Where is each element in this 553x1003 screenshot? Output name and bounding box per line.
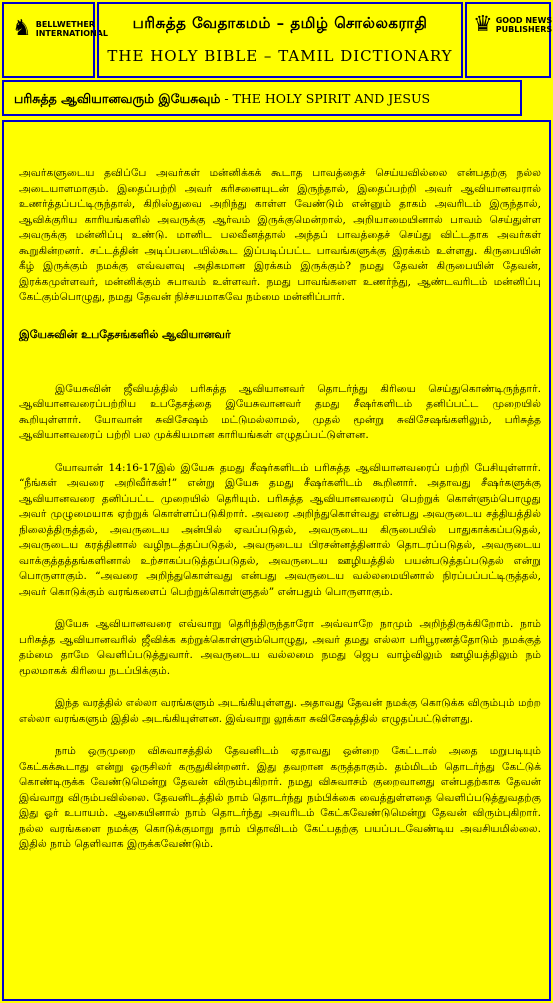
logo-line-2: PUBLISHERS xyxy=(495,25,553,34)
page-heading xyxy=(14,91,430,108)
content-box xyxy=(2,120,551,1001)
bellwether-logo xyxy=(12,18,108,40)
article-body xyxy=(19,166,541,853)
paragraph: இயேசு ஆவியானவரை எவ்வாறு தெரிந்திருந்தாரோ அவ்வாறே நாமும் அறிந்திருக்கிறோம். நாம் பரிசுத்த ஆவியானவரில் ஜீவிக்க கற்றுக்கொள்ளும்பொழுது, அவர் தமது எல்லா பரிபூரணத்தோடும் நமக்குத் தம்மை தாமே வெளிப்படுத்துவார். அவருடைய வல்லமை நமது ஜெப வாழ்விலும் ஊழியத்திலும் நம் மூலமாகக் கிரியை நடப்பிக்கும். xyxy=(19,618,541,677)
logo-line-2: INTERNATIONAL xyxy=(35,29,108,38)
paragraph: இயேசுவின் ஜீவியத்தில் பரிசுத்த ஆவியானவர் தொடர்ந்து கிரியை செய்துகொண்டிருந்தார். ஆவியானவரைப்பற்றிய உபதேசத்தை இயேசுவானவர் தமது சீஷர்களிடம் தனிப்பட்ட முறையில் கூறியுள்ளார். யோவான் சுவிசேஷம் மட்டுமல்லாமல், முதல் மூன்று சுவிசேஷங்களிலும், பரிசுத்த ஆவியானவரைப் பற்றி பல முக்கியமான காரியங்கள் எழுதப்பட்டுள்ளன. xyxy=(19,382,541,441)
paragraph: நாம் ஒருமுறை விசுவாசத்தில் தேவனிடம் ஏதாவது ஒன்றை கேட்டால் அதை மறுபடியும் கேட்கக்கூடாது என்று ஒருசிலர் கருதுகின்றனர். இது தவறான கருத்தாகும். தம்மிடம் தொடர்ந்து கேட்டுக் கொண்டிருக்க வேண்டுமென்று தேவன் விரும்புகிறார். நமது விசுவாசம் குறைவானது என்பதற்காக தேவன் இவ்வாறு விரும்பவில்லை. தேவனிடத்தில் நாம் தொடர்ந்து நம்பிக்கை வைத்துள்ளதை வெளிப்படுத்துவதற்கு இது ஓர் உபாயம். ஆகையினால் நாம் தொடர்ந்து அவரிடம் கேட்கவேண்டுமென்று தேவன் விரும்புகிறார். நல்ல வரங்களை நமக்கு கொடுக்குமாறு நாம் பிதாவிடம் கேட்பதற்கு பயப்படவேண்டிய அவசியமில்லை. இதில் நாம் தெளிவாக இருக்கவேண்டும். xyxy=(19,745,541,850)
logo-line-1: BELLWETHER xyxy=(35,20,95,29)
section-title: இயேசுவின் உபதேசங்களில் ஆவியானவர் xyxy=(19,327,231,341)
bell-icon: ♞ xyxy=(12,16,32,41)
page-heading-tamil: பரிசுத்த ஆவியானவரும் இயேசுவும் xyxy=(14,91,221,106)
good-news-logo xyxy=(473,14,552,36)
tamil-title: பரிசுத்த வேதாகமம் – தமிழ் சொல்லகராதி xyxy=(132,14,428,32)
english-title: THE HOLY BIBLE – TAMIL DICTIONARY xyxy=(107,47,453,65)
publisher-icon: ♛ xyxy=(473,12,493,37)
page-heading-english: - THE HOLY SPIRIT AND JESUS xyxy=(220,91,431,106)
logo-line-1: GOOD NEWS xyxy=(495,16,553,25)
paragraph: இந்த வரத்தில் எல்லா வரங்களும் அடங்கியுள்ளது. அதாவது தேவன் நமக்கு கொடுக்க விரும்பும் மற்ற எல்லா வரங்களும் இதில் அடங்கியுள்ளன. இவ்வாறு லூக்கா சுவிசேஷத்தில் எழுதப்பட்டுள்ளது. xyxy=(19,697,541,725)
intro-paragraph: அவர்களுடைய தவிப்பே அவர்கள் மன்னிக்கக் கூடாத பாவத்தைச் செய்யவில்லை என்பதற்கு நல்ல அடையாளமாகும். இதைப்பற்றி அவர் கரிசனையுடன் இருந்தால், இதைப்பற்றி அவர் ஆவியானவரால் உணர்த்தப்பட்டிருந்தால், கிறிஸ்துவை அறிந்து காள்ள வேண்டும் என்னும் தாகம் அவரிடம் இருந்தால், ஆவிக்குரிய காரியங்களில் அவருக்கு ஆர்வம் இருக்குமென்றால், அறியாமையினால் பாவம் செய்துள்ள அவருக்கு மன்னிப்பு உண்டு. மானிட பலவீனத்தால் அந்தப் பாவத்தைச் செய்து விட்டதாக அவர்கள் கூறுகின்றனர். சட்டத்தின் அடிப்படையில்கூட இப்படிப்பட்ட பாவங்களுக்கு இரக்கம் உள்ளது. கிருபையின் கீழ் இருக்கும் நமக்கு எவ்வளவு அதிகமான இரக்கம் இருக்கும்? நமது தேவன் கிருபையின் தேவன், இரக்கமுள்ளவர், மன்னிக்கும் சுபாவம் உள்ளவர். நமது பாவங்களை உணர்ந்து, ஆண்டவரிடம் மன்னிப்பு கேட்கும்பொழுது, நமது தேவன் நிச்சயமாகவே நம்மை மன்னிப்பார். xyxy=(19,167,541,303)
title-box xyxy=(97,2,463,78)
good-news-logo-box xyxy=(465,2,551,78)
bellwether-logo-box xyxy=(2,2,108,78)
paragraph: யோவான் 14:16-17இல் இயேசு தமது சீஷர்களிடம் பரிசுத்த ஆவியானவரைப் பற்றி பேசியுள்ளார். “நீங்கள் அவரை அறிவீர்கள்!” என்று இயேசு தமது சீஷர்களிடம் கூறினார். அதாவது சீஷர்களுக்கு ஆவியானவரை தனிப்பட்ட முறையில் தெரியும். பரிசுத்த ஆவியானவரைப் பெற்றுக் கொள்ளும்பொழுது அவர் முழுமையாக ஏற்றுக் கொள்ளப்படுகிறார். அவரை அறிந்துகொள்வது என்பது அவருடைய சத்தியத்தில் நிலைத்திருத்தல், அவருடைய அன்பில் ஏவப்படுதல், அவருடைய கிருபையில் பாதுகாக்கப்படுதல், அவருடைய கரத்தினால் வழிநடத்தப்படுதல், அவருடைய பிரசன்னத்தினால் தொடரப்படுதல், அவருடைய வாக்குத்தத்தங்களினால் உற்சாகப்படுத்தப்படுதல், அவருடைய ஊழியத்தில் பயன்படுத்தப்படுதல் என்று பொருளாகும். “அவரை அறிந்துகொள்வது என்பது அவருடைய வல்லமையினால் நிரப்பப்பட்டிருத்தல், அவர் கொடுக்கும் வரங்களைப் பெற்றுக்கொள்ளுதல்” என்பதும் பொருளாகும். xyxy=(19,461,541,598)
page-heading-box xyxy=(2,80,522,116)
